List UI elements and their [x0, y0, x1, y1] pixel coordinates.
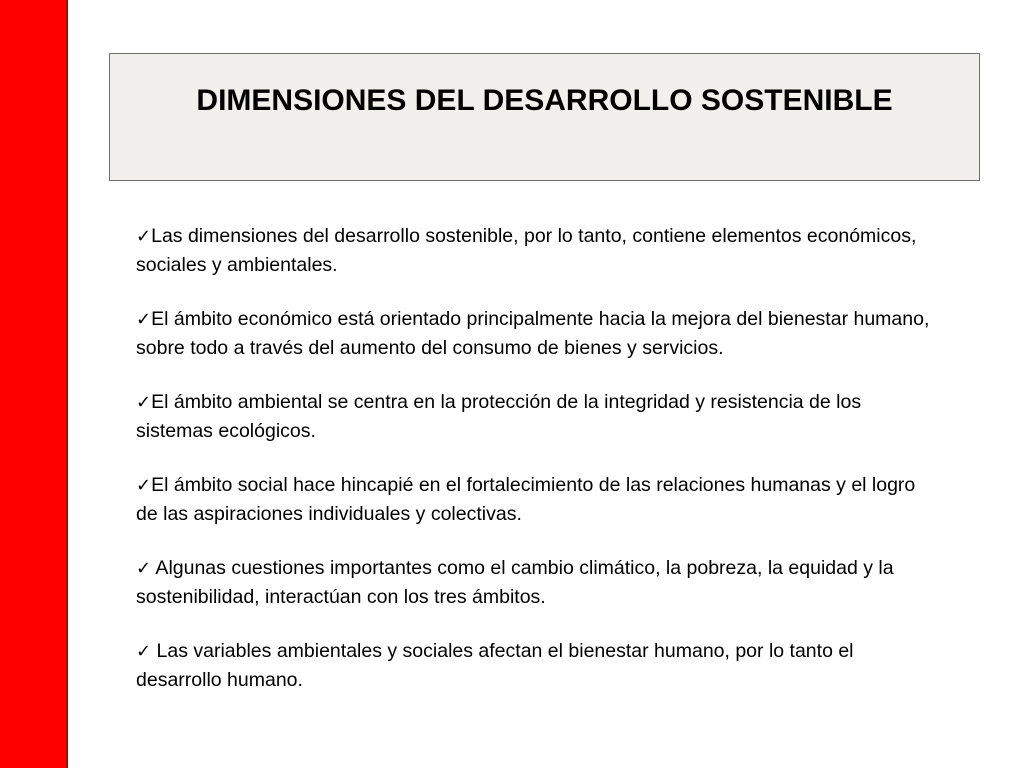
side-decorative-bar: [0, 0, 68, 768]
bullet-text: El ámbito ambiental se centra en la protección de la integridad y resistencia de los sistemas ecológicos.: [136, 391, 862, 442]
bullet-text: El ámbito económico está orientado principalmente hacia la mejora del bienestar humano, sobre todo a través del aumento del consumo de bienes y servicios.: [136, 308, 930, 359]
check-icon: ✓: [136, 641, 152, 662]
bullet-text: Las dimensiones del desarrollo sostenible, por lo tanto, contiene elementos económicos, sociales y ambientales.: [136, 225, 917, 276]
slide-title: DIMENSIONES DEL DESARROLLO SOSTENIBLE: [196, 84, 893, 117]
check-icon: ✓: [136, 309, 152, 330]
bullet-item: [136, 388, 936, 445]
bullet-item: [136, 554, 936, 611]
check-icon: ✓: [136, 475, 152, 496]
check-icon: ✓: [136, 226, 152, 247]
bullet-list: [136, 222, 936, 720]
bullet-item: [136, 471, 936, 528]
check-icon: ✓: [136, 558, 152, 579]
bullet-item: [136, 222, 936, 279]
bullet-text: El ámbito social hace hincapié en el fortalecimiento de las relaciones humanas y el logro de las aspiraciones individuales y colectivas.: [136, 474, 916, 525]
bullet-text: Las variables ambientales y sociales afectan el bienestar humano, por lo tanto el desarrollo humano.: [136, 640, 854, 691]
title-box: [109, 53, 980, 181]
check-icon: ✓: [136, 392, 152, 413]
bullet-item: [136, 637, 936, 694]
bullet-text: Algunas cuestiones importantes como el cambio climático, la pobreza, la equidad y la sostenibilidad, interactúan con los tres ámbitos.: [136, 557, 894, 608]
bullet-item: [136, 305, 936, 362]
